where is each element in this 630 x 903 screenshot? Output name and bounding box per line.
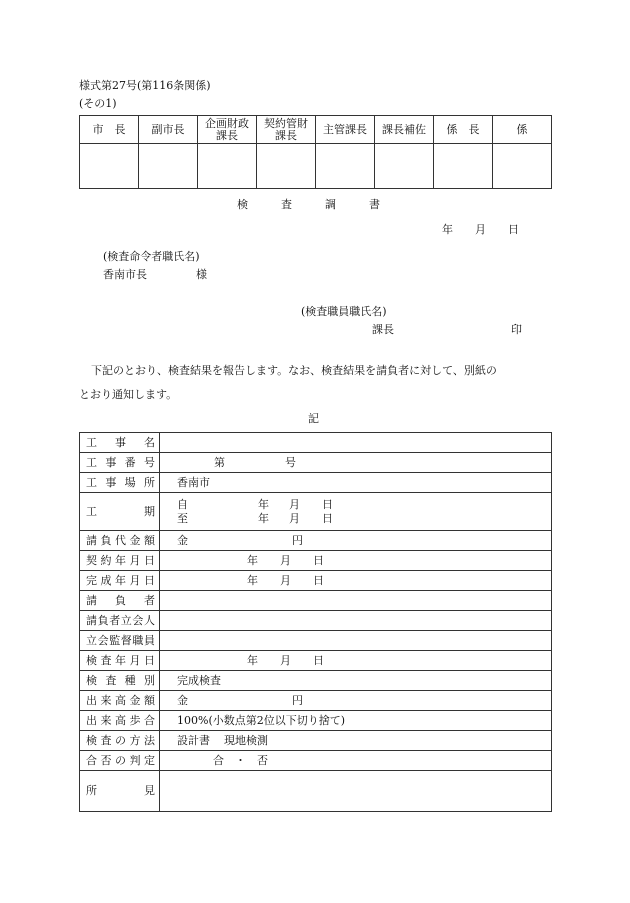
table-row	[80, 571, 552, 591]
judgment-value[interactable]: 合 ・ 否	[160, 751, 552, 771]
row-label-inspection-method: 検査の方法	[80, 731, 160, 751]
completion-date-value[interactable]: 年 月 日	[160, 571, 552, 591]
inspection-date-value[interactable]: 年 月 日	[160, 651, 552, 671]
contract-amount-value[interactable]: 金 円	[160, 531, 552, 551]
table-row	[80, 611, 552, 631]
addressee-honorific: 様	[196, 268, 207, 281]
output-amount-value[interactable]: 金 円	[160, 691, 552, 711]
addressee-name: 香南市長	[103, 268, 147, 281]
stamp-cell[interactable]	[198, 144, 257, 189]
table-row	[80, 453, 552, 473]
row-label-supervisor: 立会監督職員	[80, 631, 160, 651]
table-row	[80, 751, 552, 771]
table-row	[80, 473, 552, 493]
stamp-cell[interactable]	[80, 144, 139, 189]
approval-stamp-row	[80, 144, 552, 189]
row-label-inspection-date: 検査年月日	[80, 651, 160, 671]
row-label-contractor: 請負者	[80, 591, 160, 611]
work-place-value[interactable]: 香南市	[160, 473, 552, 493]
opinion-value[interactable]	[160, 771, 552, 812]
row-label-inspection-type: 検査種別	[80, 671, 160, 691]
table-row	[80, 651, 552, 671]
row-label-contract-date: 契約年月日	[80, 551, 160, 571]
contractor-witness-value[interactable]	[160, 611, 552, 631]
row-label-output-rate: 出来高歩合	[80, 711, 160, 731]
approval-header-staff: 係	[493, 116, 552, 144]
row-label-output-amount: 出来高金額	[80, 691, 160, 711]
table-row	[80, 591, 552, 611]
row-label-opinion: 所見	[80, 771, 160, 812]
table-row	[80, 771, 552, 812]
contractor-value[interactable]	[160, 591, 552, 611]
table-row	[80, 551, 552, 571]
stamp-cell[interactable]	[316, 144, 375, 189]
row-label-contractor-witness: 請負者立会人	[80, 611, 160, 631]
inspection-record-table	[79, 432, 552, 812]
contract-date-value[interactable]: 年 月 日	[160, 551, 552, 571]
stamp-cell[interactable]	[375, 144, 434, 189]
sub-number: (その1)	[79, 97, 117, 110]
approval-header-deputy-mayor: 副市長	[139, 116, 198, 144]
inspection-method-value[interactable]: 設計書 現地検測	[160, 731, 552, 751]
work-number-value[interactable]: 第 号	[160, 453, 552, 473]
table-row	[80, 493, 552, 531]
approval-header-assistant-chief: 課長補佐	[375, 116, 434, 144]
document-title: 検 査 調 書	[237, 198, 380, 211]
row-label-completion-date: 完成年月日	[80, 571, 160, 591]
body-text-line1: 下記のとおり、検査結果を報告します。なお、検査結果を請負者に対して、別紙の	[91, 364, 497, 377]
report-date: 年 月 日	[442, 223, 519, 236]
record-heading: 記	[308, 412, 319, 425]
row-label-work-place: 工事場所	[80, 473, 160, 493]
table-row	[80, 531, 552, 551]
seal-mark: 印	[511, 323, 522, 336]
body-text-line2: とおり通知します。	[79, 388, 178, 401]
approval-header-mayor: 市 長	[80, 116, 139, 144]
inspector-label: (検査職員職氏名)	[301, 305, 387, 318]
inspector-title: 課長	[372, 323, 394, 336]
approval-header-section-chief: 主管課長	[316, 116, 375, 144]
table-row	[80, 691, 552, 711]
table-row	[80, 433, 552, 453]
stamp-cell[interactable]	[434, 144, 493, 189]
table-row	[80, 671, 552, 691]
table-row	[80, 711, 552, 731]
approval-header-row	[80, 116, 552, 144]
approval-stamp-table	[79, 115, 552, 189]
approval-header-planning-finance: 企画財政 課長	[198, 116, 257, 144]
row-label-contract-amount: 請負代金額	[80, 531, 160, 551]
table-row	[80, 731, 552, 751]
row-label-period: 工期	[80, 493, 160, 531]
form-number: 様式第27号(第116条関係)	[79, 79, 211, 92]
supervisor-value[interactable]	[160, 631, 552, 651]
stamp-cell[interactable]	[493, 144, 552, 189]
row-label-judgment: 合否の判定	[80, 751, 160, 771]
work-name-value[interactable]	[160, 433, 552, 453]
table-row	[80, 631, 552, 651]
approval-header-contract-property: 契約管財 課長	[257, 116, 316, 144]
period-value[interactable]: 自 年 月 日 至 年 月 日	[160, 493, 552, 531]
addressee-label: (検査命令者職氏名)	[103, 250, 200, 263]
inspection-type-value[interactable]: 完成検査	[160, 671, 552, 691]
stamp-cell[interactable]	[139, 144, 198, 189]
stamp-cell[interactable]	[257, 144, 316, 189]
output-rate-value[interactable]: 100%(小数点第2位以下切り捨て)	[160, 711, 552, 731]
approval-header-unit-chief: 係 長	[434, 116, 493, 144]
row-label-work-number: 工事番号	[80, 453, 160, 473]
row-label-work-name: 工事名	[80, 433, 160, 453]
